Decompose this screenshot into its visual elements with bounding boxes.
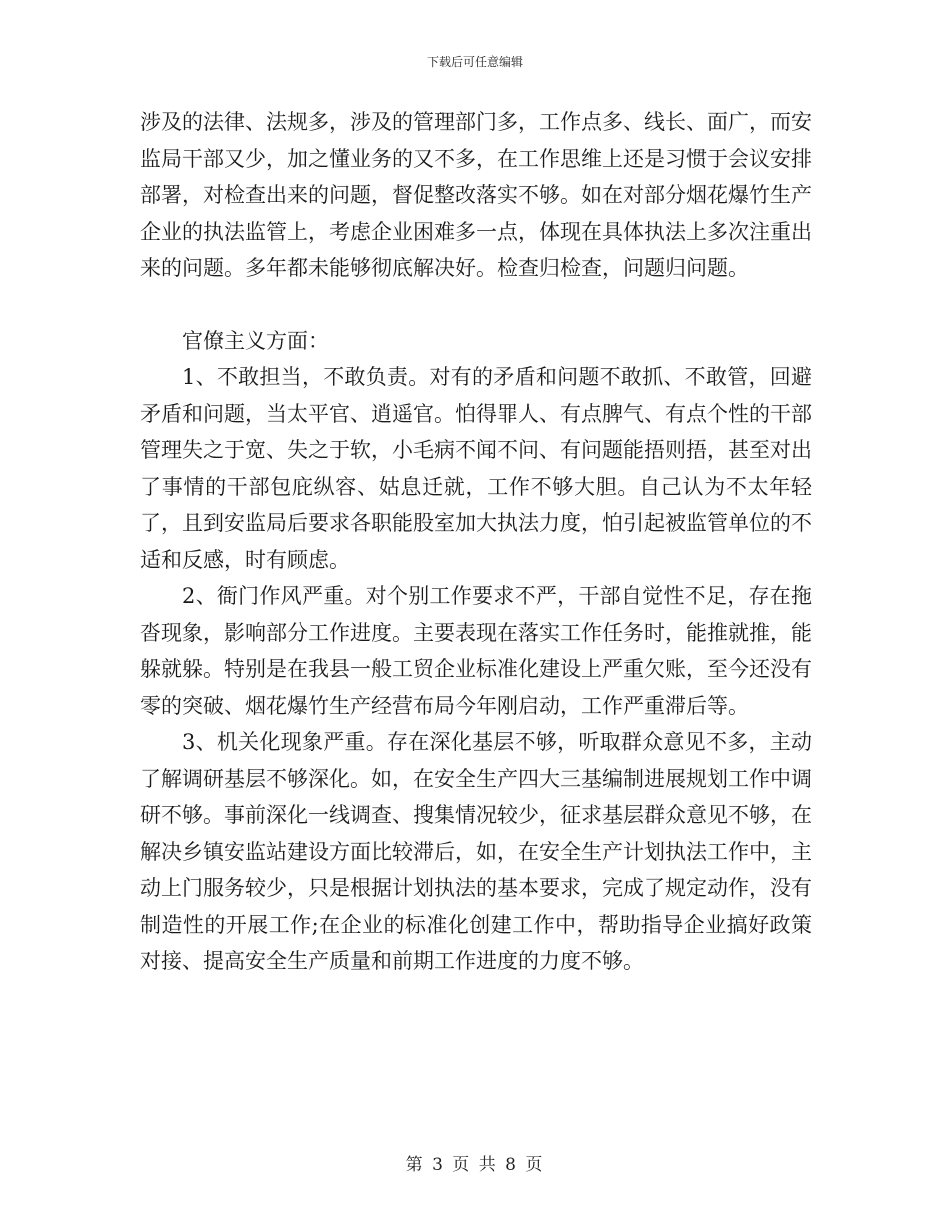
paragraph-item-1: 1、不敢担当，不敢负责。对有的矛盾和问题不敢抓、不敢管，回避矛盾和问题，当太平官、逍遥官。怕得罪人、有点脾气、有点个性的干部管理失之于宽、失之于软，小毛病不闻不问、有问题能捂则捂，甚至对出了事情的干部包庇纵容、姑息迁就，工作不够大胆。自己认为不太年轻了，且到安监局后要求各职能股室加大执法力度，怕引起被监管单位的不适和反感，时有顾虑。 — [140, 365, 812, 572]
paragraph-item-3: 3、机关化现象严重。存在深化基层不够，听取群众意见不多，主动了解调研基层不够深化。如，在安全生产四大三基编制进展规划工作中调研不够。事前深化一线调查、搜集情况较少，征求基层群众意见不够，在解决乡镇安监站建设方面比较滞后，如，在安全生产计划执法工作中，主动上门服务较少，只是根据计划执法的基本要求，完成了规定动作，没有制造性的开展工作;在企业的标准化创建工作中，帮助指导企业搞好政策对接、提高安全生产质量和前期工作进度的力度不够。 — [140, 730, 812, 973]
paragraph-item-2: 2、衙门作风严重。对个别工作要求不严，干部自觉性不足，存在拖沓现象，影响部分工作进度。主要表现在落实工作任务时，能推就推，能躲就躲。特别是在我县一般工贸企业标准化建设上严重欠账，至今还没有零的突破、烟花爆竹生产经营布局今年刚启动，工作严重滞后等。 — [140, 584, 812, 718]
paragraph-continued-text: 涉及的法律、法规多，涉及的管理部门多，工作点多、线长、面广，而安监局干部又少，加之懂业务的又不多，在工作思维上还是习惯于会议安排部署，对检查出来的问题，督促整改落实不够。如在对部分烟花爆竹生产企业的执法监管上，考虑企业困难多一点，体现在具体执法上多次注重出来的问题。多年都未能够彻底解决好。检查归检查，问题归问题。 — [140, 110, 812, 280]
page-number-footer: 第 3 页 共 8 页 — [405, 1155, 545, 1175]
page-header: 下载后可任意编辑 — [426, 55, 523, 69]
document-body — [140, 104, 812, 980]
section-heading-bureaucratism: 官僚主义方面： — [182, 328, 329, 353]
